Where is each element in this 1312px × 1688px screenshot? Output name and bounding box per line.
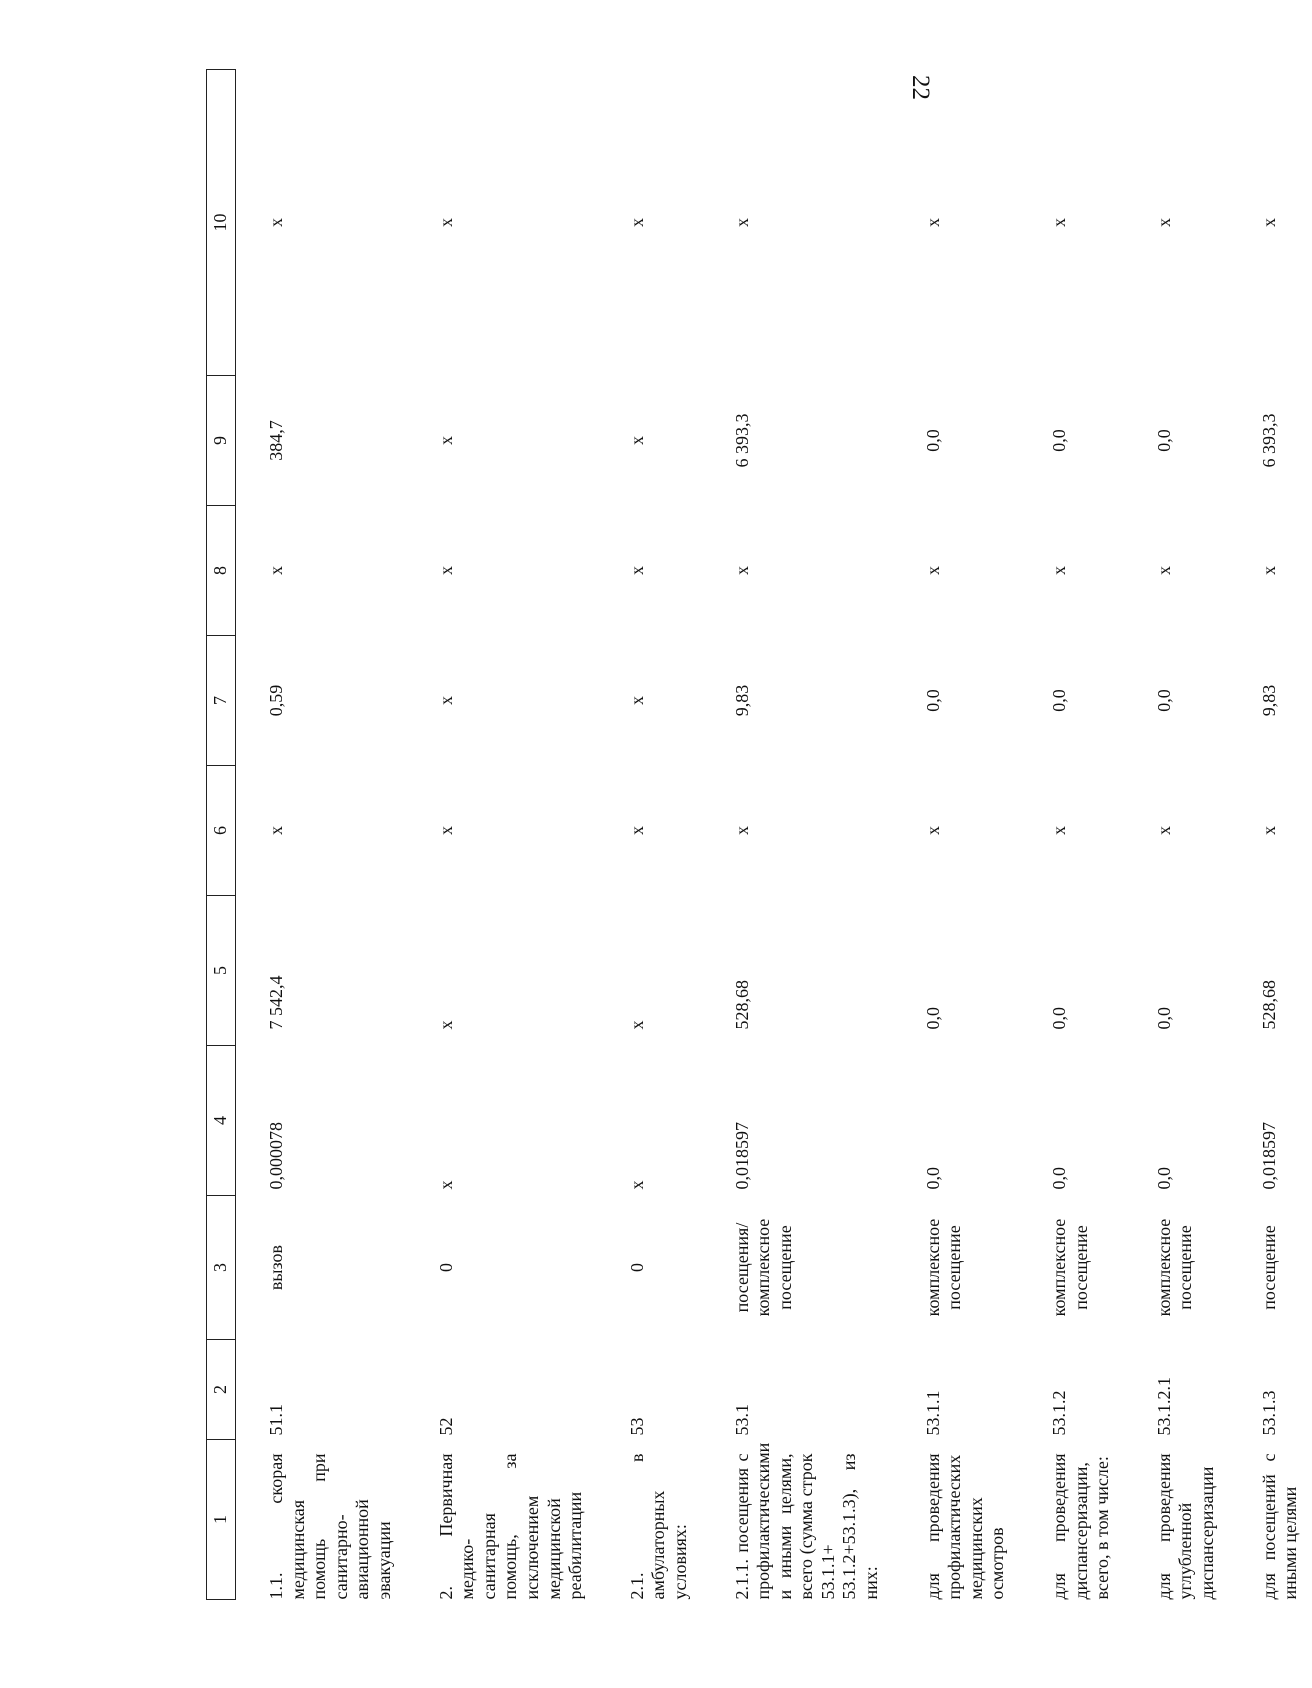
table-row xyxy=(597,70,702,1600)
table-row xyxy=(1229,70,1312,1600)
cell-col-5: 528,68 xyxy=(1258,980,1279,1030)
cell-col-8: x xyxy=(922,566,943,575)
cell-col-9: 6 393,3 xyxy=(1258,413,1279,468)
column-number: 8 xyxy=(207,506,236,636)
cell-col-9: 6 393,3 xyxy=(731,413,752,468)
row-code: 53.1 xyxy=(731,1404,752,1436)
column-number: 9 xyxy=(207,376,236,506)
column-number: 10 xyxy=(207,70,236,376)
cell-col-10: x xyxy=(922,218,943,227)
cell-col-4: 0,0 xyxy=(1153,1167,1174,1190)
table-row xyxy=(236,70,406,1600)
row-code: 53.1.3 xyxy=(1258,1390,1279,1436)
unit-cell: посещение xyxy=(1258,1225,1279,1310)
cell-col-8: x xyxy=(1049,566,1070,575)
cell-col-6: x xyxy=(1153,826,1174,835)
cell-col-4: 0,0 xyxy=(922,1167,943,1190)
row-label: для посещений с иными целями xyxy=(1258,1453,1301,1600)
cell-col-7: 0,0 xyxy=(1049,689,1070,712)
cell-col-8: x xyxy=(266,566,286,575)
cell-col-6: x xyxy=(1258,826,1279,835)
cell-col-10: x xyxy=(266,218,286,227)
cell-col-10: x xyxy=(1049,218,1070,227)
cell-col-6: x xyxy=(435,826,456,835)
cell-col-9: 384,7 xyxy=(266,420,286,461)
cell-col-9: 0,0 xyxy=(1153,429,1174,452)
row-code: 51.1 xyxy=(266,1404,286,1436)
column-number: 3 xyxy=(207,1196,236,1340)
unit-cell: 0 xyxy=(626,1263,647,1272)
row-label: для проведения профилактических медицинских осмотров xyxy=(922,1453,1008,1600)
cell-col-4: x xyxy=(435,1180,456,1190)
cell-col-7: x xyxy=(435,696,456,705)
unit-cell: комплексное посещение xyxy=(1049,1218,1091,1317)
column-number: 7 xyxy=(207,636,236,766)
unit-cell: комплексное посещение xyxy=(1153,1218,1196,1317)
cell-col-6: x xyxy=(922,826,943,835)
cell-col-10: x xyxy=(626,218,647,227)
cell-col-7: 0,0 xyxy=(1153,689,1174,712)
cell-col-8: x xyxy=(731,566,752,575)
row-code: 53.1.1 xyxy=(922,1390,943,1436)
cell-col-10: x xyxy=(1153,218,1174,227)
row-label: для проведения диспансеризации, всего, в том числе: xyxy=(1049,1453,1113,1600)
cell-col-5: x xyxy=(626,1020,647,1030)
table-row xyxy=(406,70,597,1600)
cell-col-5: 0,0 xyxy=(1049,1007,1070,1030)
row-code: 53.1.2.1 xyxy=(1153,1377,1174,1436)
table-row xyxy=(702,70,893,1600)
cell-col-5: x xyxy=(435,1020,456,1030)
statistics-table xyxy=(206,69,1312,1600)
cell-col-7: 9,83 xyxy=(1258,684,1279,717)
row-code: 53.1.2 xyxy=(1049,1390,1070,1436)
row-label: 2.1.1. посещения с профилактическими и иными целями, всего (сумма строк 53.1.1+ 53.1.2+53.1.3), из них: xyxy=(731,1442,882,1600)
row-label: для проведения углубленной диспансеризации xyxy=(1153,1453,1217,1600)
cell-col-4: 0,0 xyxy=(1049,1167,1070,1190)
rotated-page-content xyxy=(206,70,1301,1600)
cell-col-4: 0,018597 xyxy=(731,1122,752,1190)
cell-col-10: x xyxy=(731,218,752,227)
cell-col-8: x xyxy=(1153,566,1174,575)
cell-col-8: x xyxy=(626,566,647,575)
cell-col-6: x xyxy=(1049,826,1070,835)
cell-col-4: x xyxy=(626,1180,647,1190)
row-label: 1.1. скорая медицинская помощь при санитарно-авиационной эвакуации xyxy=(266,1453,394,1600)
cell-col-7: 0,59 xyxy=(266,684,286,717)
row-label: 2.1. в амбулаторных условиях: xyxy=(626,1453,690,1600)
cell-col-7: x xyxy=(626,696,647,705)
row-code: 53 xyxy=(626,1417,647,1436)
cell-col-5: 0,0 xyxy=(922,1007,943,1030)
column-number: 6 xyxy=(207,766,236,896)
cell-col-10: x xyxy=(1258,218,1279,227)
unit-cell: посещения/ комплексное посещение xyxy=(731,1218,795,1317)
column-number: 2 xyxy=(207,1340,236,1440)
cell-col-4: 0,018597 xyxy=(1258,1122,1279,1190)
cell-col-10: x xyxy=(435,218,456,227)
row-code: 52 xyxy=(435,1417,456,1436)
cell-col-9: 0,0 xyxy=(1049,429,1070,452)
table-row xyxy=(893,70,1019,1600)
cell-col-8: x xyxy=(1258,566,1279,575)
table-row xyxy=(1124,70,1229,1600)
cell-col-5: 0,0 xyxy=(1153,1007,1174,1030)
unit-cell: вызов xyxy=(266,1244,286,1291)
column-number: 1 xyxy=(207,1440,236,1600)
cell-col-6: x xyxy=(266,826,286,835)
unit-cell: 0 xyxy=(435,1263,456,1272)
unit-cell: комплексное посещение xyxy=(922,1218,965,1317)
cell-col-7: 0,0 xyxy=(922,689,943,712)
table-row xyxy=(1019,70,1124,1600)
cell-col-7: 9,83 xyxy=(731,684,752,717)
cell-col-4: 0,000078 xyxy=(266,1122,286,1190)
column-number: 5 xyxy=(207,896,236,1046)
cell-col-8: x xyxy=(435,566,456,575)
row-label: 2. Первичная медико-санитарная помощь, за исключением медицинской реабилитации xyxy=(435,1453,586,1600)
page-number: 22 xyxy=(907,75,934,100)
column-number: 4 xyxy=(207,1046,236,1196)
cell-col-9: x xyxy=(626,436,647,445)
cell-col-5: 7 542,4 xyxy=(266,975,286,1030)
cell-col-6: x xyxy=(626,826,647,835)
cell-col-6: x xyxy=(731,826,752,835)
cell-col-9: x xyxy=(435,436,456,445)
cell-col-5: 528,68 xyxy=(731,980,752,1030)
cell-col-9: 0,0 xyxy=(922,429,943,452)
column-number-row xyxy=(207,70,236,1600)
